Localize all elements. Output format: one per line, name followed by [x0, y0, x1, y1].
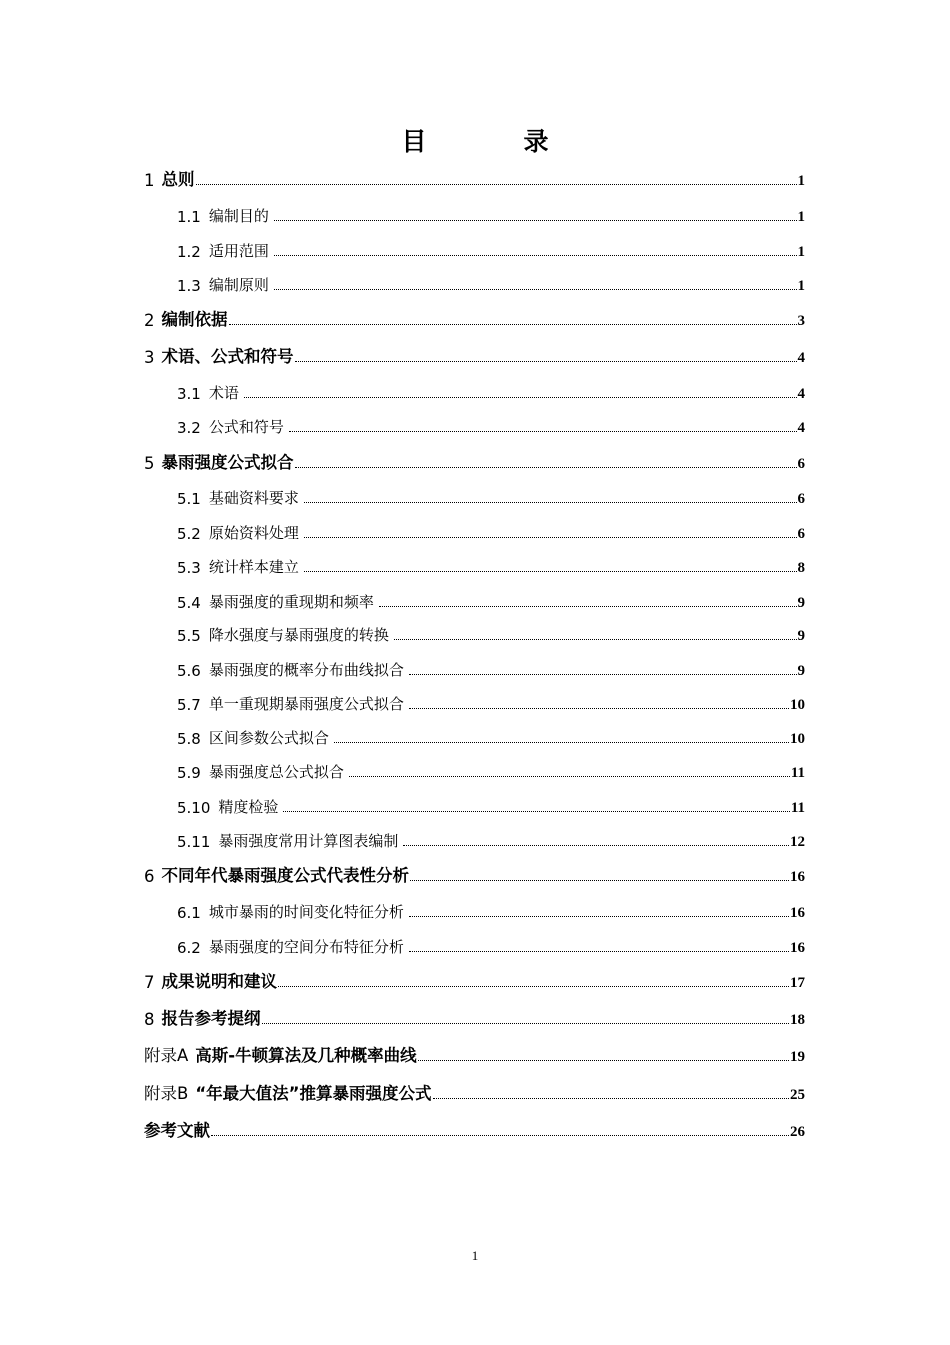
toc-entry[interactable]: [144, 449, 805, 473]
toc-entry[interactable]: [177, 933, 805, 957]
toc-entry-number: 5.3: [177, 559, 201, 577]
toc-dot-leader: [349, 776, 790, 777]
toc-entry-label: 参考文献: [144, 1121, 210, 1140]
toc-entry-page: 10: [790, 731, 805, 747]
toc-dot-leader: [295, 361, 797, 362]
toc-entry-page: 16: [790, 869, 805, 885]
toc-entry-page: 16: [790, 940, 805, 956]
toc-entry[interactable]: [177, 202, 805, 226]
toc-dot-leader: [274, 289, 797, 290]
toc-entry-page: 12: [790, 834, 805, 850]
toc-entry-page: 4: [797, 350, 805, 366]
toc-entry-page: 4: [797, 386, 805, 402]
toc-entry-page: 25: [790, 1087, 805, 1103]
toc-entry-page: 6: [797, 456, 805, 472]
toc-dot-leader: [262, 1023, 790, 1024]
toc-entry-number: 1: [144, 171, 155, 190]
toc-entry-page: 1: [797, 244, 805, 260]
toc-dot-leader: [334, 742, 789, 743]
toc-entry-label: 报告参考提纲: [161, 1009, 261, 1028]
toc-dot-leader: [409, 708, 789, 709]
toc-entry-page: 9: [797, 663, 805, 679]
toc-entry-number: 5.6: [177, 662, 201, 680]
toc-dot-leader: [278, 986, 789, 987]
page-number: 1: [471, 1248, 479, 1263]
toc-dot-leader: [379, 606, 797, 607]
toc-entry-number: 5: [144, 454, 155, 473]
toc-dot-leader: [409, 674, 797, 675]
toc-entry[interactable]: [177, 758, 805, 782]
toc-entry[interactable]: [144, 1080, 805, 1104]
toc-entry-page: 1: [797, 209, 805, 225]
toc-entry-page: 4: [797, 420, 805, 436]
toc-entry-label: 暴雨强度的概率分布曲线拟合: [208, 661, 404, 679]
toc-entry-page: 9: [797, 628, 805, 644]
toc-entry[interactable]: [144, 1117, 805, 1141]
toc-entry[interactable]: [144, 862, 805, 886]
toc-entry-label: 精度检验: [218, 798, 279, 816]
toc-entry-page: 17: [790, 975, 805, 991]
toc-entry-number: 5.7: [177, 696, 201, 714]
toc-entry-number: 5.11: [177, 833, 211, 851]
toc-entry-label: 术语、公式和符号: [161, 347, 294, 366]
toc-entry-label: 暴雨强度常用计算图表编制: [218, 832, 399, 850]
toc-entry[interactable]: [177, 656, 805, 680]
page-title: 目 录: [401, 127, 585, 156]
toc-entry[interactable]: [144, 343, 805, 367]
toc-entry[interactable]: [177, 898, 805, 922]
toc-entry-number: 6: [144, 867, 155, 886]
toc-dot-leader: [274, 220, 797, 221]
toc-dot-leader: [289, 431, 797, 432]
toc-entry-page: 11: [790, 800, 805, 816]
toc-dot-leader: [283, 811, 789, 812]
toc-entry-label: 基础资料要求: [208, 489, 299, 507]
toc-entry-number: 6.1: [177, 904, 201, 922]
toc-entry-number: 6.2: [177, 939, 201, 957]
toc-entry-label: “年最大值法”推算暴雨强度公式: [195, 1084, 432, 1103]
toc-dot-leader: [433, 1098, 789, 1099]
toc-entry-label: 公式和符号: [208, 418, 284, 436]
toc-entry-number: 5.4: [177, 594, 201, 612]
toc-dot-leader: [409, 916, 789, 917]
toc-dot-leader: [229, 324, 797, 325]
toc-dot-leader: [418, 1060, 789, 1061]
toc-entry[interactable]: [144, 1005, 805, 1029]
toc-entry[interactable]: [177, 588, 805, 612]
toc-entry-number: 1.2: [177, 243, 201, 261]
toc-entry[interactable]: [177, 237, 805, 261]
toc-entry[interactable]: [177, 690, 805, 714]
toc-dot-leader: [304, 571, 797, 572]
toc-entry[interactable]: [177, 553, 805, 577]
toc-entry-number: 5.1: [177, 490, 201, 508]
toc-entry-page: 18: [790, 1012, 805, 1028]
toc-entry-label: 编制目的: [208, 207, 269, 225]
toc-dot-leader: [403, 845, 789, 846]
toc-entry-label: 成果说明和建议: [161, 972, 277, 991]
toc-entry-page: 11: [790, 765, 805, 781]
toc-entry-number: 8: [144, 1010, 155, 1029]
toc-entry-page: 6: [797, 526, 805, 542]
toc-entry-label: 暴雨强度总公式拟合: [208, 763, 344, 781]
toc-entry[interactable]: [177, 413, 805, 437]
toc-entry-page: 1: [797, 278, 805, 294]
toc-entry-number: 5.10: [177, 799, 211, 817]
toc-entry-page: 9: [797, 595, 805, 611]
toc-entry-label: 城市暴雨的时间变化特征分析: [208, 903, 404, 921]
toc-dot-leader: [211, 1135, 789, 1136]
toc-dot-leader: [274, 255, 797, 256]
toc-dot-leader: [409, 951, 789, 952]
toc-entry[interactable]: [144, 1042, 805, 1066]
toc-entry[interactable]: [177, 621, 805, 645]
toc-entry-label: 不同年代暴雨强度公式代表性分析: [161, 866, 409, 885]
toc-entry-number: 5.8: [177, 730, 201, 748]
toc-entry-label: 降水强度与暴雨强度的转换: [208, 626, 389, 644]
toc-entry[interactable]: [177, 271, 805, 295]
toc-entry-number: 3: [144, 348, 155, 367]
toc-dot-leader: [410, 880, 789, 881]
toc-entry-label: 暴雨强度的空间分布特征分析: [208, 938, 404, 956]
toc-entry-page: 16: [790, 905, 805, 921]
toc-entry-page: 26: [790, 1124, 805, 1140]
toc-dot-leader: [295, 467, 797, 468]
toc-entry-label: 编制依据: [161, 310, 228, 329]
toc-entry-page: 10: [790, 697, 805, 713]
toc-entry-label: 适用范围: [208, 242, 269, 260]
toc-entry[interactable]: [144, 968, 805, 992]
toc-entry-page: 3: [797, 313, 805, 329]
toc-entry-label: 术语: [208, 384, 239, 402]
toc-dot-leader: [244, 397, 797, 398]
toc-dot-leader: [304, 502, 797, 503]
toc-entry-number: 5.5: [177, 627, 201, 645]
toc-entry[interactable]: [177, 827, 805, 851]
toc-entry-number: 1.1: [177, 208, 201, 226]
toc-entry-label: 总则: [161, 170, 195, 189]
toc-dot-leader: [196, 184, 797, 185]
toc-entry[interactable]: [144, 166, 805, 190]
toc-entry-label: 暴雨强度的重现期和频率: [208, 593, 374, 611]
toc-entry-number: 5.9: [177, 764, 201, 782]
toc-entry[interactable]: [177, 519, 805, 543]
toc-entry-number: 2: [144, 311, 155, 330]
toc-entry-page: 19: [790, 1049, 805, 1065]
toc-entry[interactable]: [144, 306, 805, 330]
toc-entry-label: 暴雨强度公式拟合: [161, 453, 294, 472]
toc-entry-label: 区间参数公式拟合: [208, 729, 329, 747]
toc-entry-number: 附录A: [144, 1046, 189, 1065]
toc-entry-number: 3.1: [177, 385, 201, 403]
toc-dot-leader: [304, 537, 797, 538]
toc-entry-number: 1.3: [177, 277, 201, 295]
toc-entry-number: 3.2: [177, 419, 201, 437]
toc-entry[interactable]: [177, 379, 805, 403]
toc-entry-label: 单一重现期暴雨强度公式拟合: [208, 695, 404, 713]
toc-entry[interactable]: [177, 724, 805, 748]
toc-entry-label: 编制原则: [208, 276, 269, 294]
toc-entry-page: 1: [797, 173, 805, 189]
toc-entry-number: 5.2: [177, 525, 201, 543]
toc-entry-label: 原始资料处理: [208, 524, 299, 542]
toc-entry-page: 6: [797, 491, 805, 507]
toc-entry-label: 统计样本建立: [208, 558, 299, 576]
toc-entry-number: 附录B: [144, 1084, 189, 1103]
toc-dot-leader: [394, 639, 797, 640]
toc-entry-number: 7: [144, 973, 155, 992]
toc-entry[interactable]: [177, 793, 805, 817]
toc-entry[interactable]: [177, 484, 805, 508]
toc-entry-page: 8: [797, 560, 805, 576]
toc-entry-label: 高斯-牛顿算法及几种概率曲线: [195, 1046, 417, 1065]
